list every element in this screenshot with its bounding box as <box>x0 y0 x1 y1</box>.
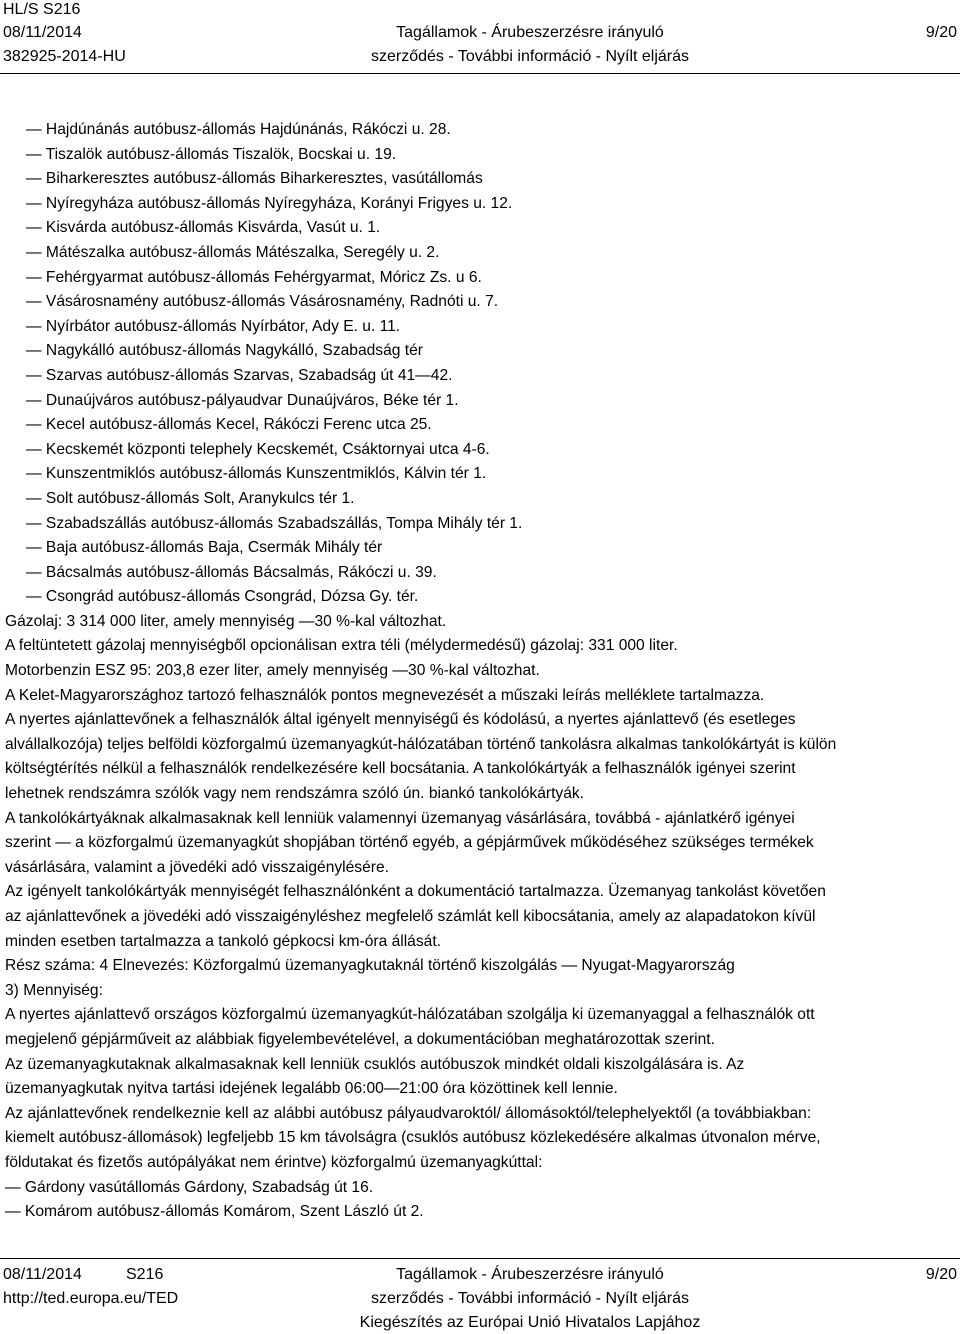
paragraph-line: Motorbenzin ESZ 95: 203,8 ezer liter, amely mennyiség —30 %-kal változhat. <box>5 662 540 680</box>
list-item: — Mátészalka autóbusz-állomás Mátészalka, Seregély u. 2. <box>26 243 440 261</box>
paragraph-line: alvállalkozója) teljes belföldi közforgalmú üzemanyagkút-hálózatában történő tankolásra alkalmas tankolókártyát is külön <box>5 735 837 753</box>
footer-divider <box>0 1258 960 1259</box>
paragraph-line: Gázolaj: 3 314 000 liter, amely mennyiség —30 %-kal változhat. <box>5 612 447 630</box>
paragraph-line: vásárlására, valamint a jövedéki adó visszaigénylésére. <box>5 858 389 876</box>
list-item: — Baja autóbusz-állomás Baja, Csermák Mihály tér <box>26 539 383 557</box>
header-title-line2: szerződés - További információ - Nyílt eljárás <box>370 48 690 65</box>
doc-number: 382925-2014-HU <box>3 48 126 65</box>
list-item: — Kecskemét központi telephely Kecskemét, Csáktornyai utca 4-6. <box>26 440 490 458</box>
footer-code: S216 <box>126 1266 164 1283</box>
list-item: — Dunaújváros autóbusz-pályaudvar Dunaújváros, Béke tér 1. <box>26 391 459 409</box>
footer-title-line3: Kiegészítés az Európai Unió Hivatalos Lapjához <box>359 1314 701 1331</box>
paragraph-line: megjelenő gépjárműveit az alábbiak figyelembevételével, a dokumentációban meghatározottak szerint. <box>5 1030 715 1048</box>
list-item: — Szarvas autóbusz-állomás Szarvas, Szabadság út 41—42. <box>26 366 453 384</box>
list-item: — Tiszalök autóbusz-állomás Tiszalök, Bocskai u. 19. <box>26 145 397 163</box>
paragraph-line: Az igényelt tankolókártyák mennyiségét felhasználónként a dokumentáció tartalmazza. Üzemanyag tankolást követően <box>5 883 826 901</box>
paragraph-line: Az ajánlattevőnek rendelkeznie kell az alábbi autóbusz pályaudvaroktól/ állomásoktól/telephelyektől (a továbbiakban: <box>5 1104 812 1122</box>
paragraph-line: — Komárom autóbusz-állomás Komárom, Szent László út 2. <box>5 1203 424 1221</box>
header-divider <box>0 73 960 74</box>
list-item: — Nyíregyháza autóbusz-állomás Nyíregyháza, Korányi Frigyes u. 12. <box>26 194 513 212</box>
paragraph-line: 3) Mennyiség: <box>5 981 103 999</box>
list-item: — Kecel autóbusz-állomás Kecel, Rákóczi Ferenc utca 25. <box>26 416 432 434</box>
list-item: — Szabadszállás autóbusz-állomás Szabadszállás, Tompa Mihály tér 1. <box>26 514 523 532</box>
paragraph-line: Rész száma: 4 Elnevezés: Közforgalmú üzemanyagkutaknál történő kiszolgálás — Nyugat-Magyarország <box>5 957 735 975</box>
paragraph-line: szerint — a közforgalmú üzemanyagkút shopjában történő egyéb, a gépjárművek működéséhez szükséges termékek <box>5 834 814 852</box>
list-item: — Biharkeresztes autóbusz-állomás Biharkeresztes, vasútállomás <box>26 170 483 188</box>
paragraph-line: — Gárdony vasútállomás Gárdony, Szabadság út 16. <box>5 1178 374 1196</box>
footer-date: 08/11/2014 <box>3 1266 82 1283</box>
footer-title-line2: szerződés - További információ - Nyílt eljárás <box>370 1290 690 1307</box>
paragraph-line: kiemelt autóbusz-állomások) legfeljebb 15 km távolságra (csuklós autóbusz közlekedésére alkalmas útvonalon mérve, <box>5 1129 821 1147</box>
paragraph-line: A nyertes ajánlattevő országos közforgalmú üzemanyagkút-hálózatában szolgálja ki üzemanyaggal a felhasználók ott <box>5 1006 815 1024</box>
footer-page-number: 9/20 <box>925 1266 957 1283</box>
paragraph-line: minden esetben tartalmazza a tankoló gépkocsi km-óra állását. <box>5 932 441 950</box>
paragraph-line: üzemanyagkutak nyitva tartási idejének legalább 06:00—21:00 óra közöttinek kell lennie. <box>5 1080 618 1098</box>
paragraph-line: A nyertes ajánlattevőnek a felhasználók által igényelt mennyiségű és kódolású, a nyertes ajánlattevő (és esetleges <box>5 711 796 729</box>
footer-title-line1: Tagállamok - Árubeszerzésre irányuló <box>396 1266 664 1283</box>
doc-code: HL/S S216 <box>3 1 81 18</box>
header-title-line1: Tagállamok - Árubeszerzésre irányuló <box>396 24 664 41</box>
list-item: — Nagykálló autóbusz-állomás Nagykálló, Szabadság tér <box>26 342 423 360</box>
paragraph-line: lehetnek rendszámra szólók vagy nem rendszámra szóló ún. biankó tankolókártyák. <box>5 785 584 803</box>
paragraph-line: költségtérítés nélkül a felhasználók rendelkezésére kell bocsátania. A tankolókártyák a felhasználók igényei szerint <box>5 760 796 778</box>
list-item: — Fehérgyarmat autóbusz-állomás Fehérgyarmat, Móricz Zs. u 6. <box>26 268 482 286</box>
list-item: — Vásárosnamény autóbusz-állomás Vásárosnamény, Radnóti u. 7. <box>26 293 499 311</box>
header-date: 08/11/2014 <box>3 24 82 41</box>
paragraph-line: A tankolókártyáknak alkalmasaknak kell lenniük valamennyi üzemanyag vásárlására, továbbá - ajánlatkérő igényei <box>5 809 795 827</box>
list-item: — Hajdúnánás autóbusz-állomás Hajdúnánás, Rákóczi u. 28. <box>26 121 451 138</box>
list-item: — Csongrád autóbusz-állomás Csongrád, Dózsa Gy. tér. <box>26 588 419 606</box>
list-item: — Solt autóbusz-állomás Solt, Aranykulcs tér 1. <box>26 489 355 507</box>
list-item: — Bácsalmás autóbusz-állomás Bácsalmás, Rákóczi u. 39. <box>26 563 437 581</box>
list-item: — Kunszentmiklós autóbusz-állomás Kunszentmiklós, Kálvin tér 1. <box>26 465 487 483</box>
paragraph-line: A feltüntetett gázolaj mennyiségből opcionálisan extra téli (mélydermedésű) gázolaj: 331 000 liter. <box>5 637 678 655</box>
list-item: — Kisvárda autóbusz-állomás Kisvárda, Vasút u. 1. <box>26 219 381 237</box>
paragraph-line: Az üzemanyagkutaknak alkalmasaknak kell lenniük csuklós autóbuszok mindkét oldali kiszolgálására is. Az <box>5 1055 745 1073</box>
list-item: — Nyírbátor autóbusz-állomás Nyírbátor, Ady E. u. 11. <box>26 317 401 335</box>
footer-url[interactable]: http://ted.europa.eu/TED <box>3 1290 179 1307</box>
document-body <box>5 118 957 1225</box>
paragraph-line: az ajánlattevőnek a jövedéki adó visszaigényléshez megfelelő számlát kell kibocsátania, amely az alapadatokon kívül <box>5 908 816 925</box>
header-page-number: 9/20 <box>925 24 957 41</box>
paragraph-line: A Kelet-Magyarországhoz tartozó felhasználók pontos megnevezését a műszaki leírás melléklete tartalmazza. <box>5 686 765 704</box>
paragraph-line: földutakat és fizetős autópályákat nem érintve) közforgalmú üzemanyagkúttal: <box>5 1153 543 1171</box>
